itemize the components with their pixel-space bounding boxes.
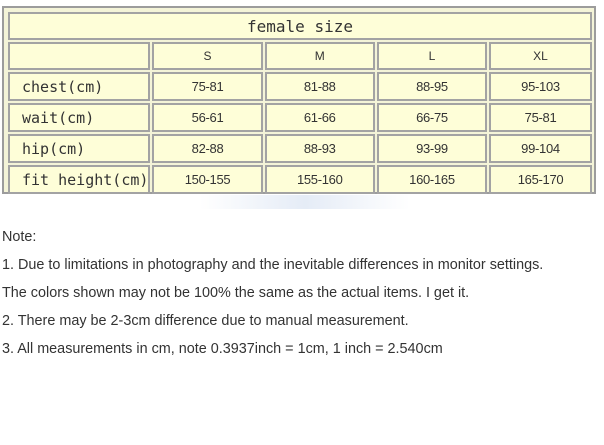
row-label: wait(cm)	[8, 103, 150, 132]
table-cell: 75-81	[489, 103, 592, 132]
table-cell: 88-95	[377, 72, 487, 101]
size-header-s: S	[152, 42, 262, 70]
table-cell: 56-61	[152, 103, 262, 132]
table-row	[8, 72, 592, 101]
row-label: hip(cm)	[8, 134, 150, 163]
row-label: chest(cm)	[8, 72, 150, 101]
table-cell: 150-155	[152, 165, 262, 194]
table-cell: 95-103	[489, 72, 592, 101]
table-cell: 81-88	[265, 72, 375, 101]
table-cell: 61-66	[265, 103, 375, 132]
watermark	[200, 195, 410, 209]
table-cell: 165-170	[489, 165, 592, 194]
table-cell: 82-88	[152, 134, 262, 163]
table-cell: 160-165	[377, 165, 487, 194]
table-header-row	[8, 42, 592, 70]
table-cell: 99-104	[489, 134, 592, 163]
notes-block	[2, 228, 604, 368]
size-header-m: M	[265, 42, 375, 70]
corner-cell	[8, 42, 150, 70]
table-cell: 155-160	[265, 165, 375, 194]
note-line: 3. All measurements in cm, note 0.3937inch = 1cm, 1 inch = 2.540cm	[2, 341, 443, 357]
size-table	[6, 10, 594, 196]
note-line: 2. There may be 2-3cm difference due to manual measurement.	[2, 313, 409, 329]
note-line: 1. Due to limitations in photography and the inevitable differences in monitor settings.	[2, 257, 544, 273]
row-label: fit height(cm)	[8, 165, 150, 194]
table-title: female size	[8, 12, 592, 40]
table-cell: 66-75	[377, 103, 487, 132]
size-chart	[2, 6, 596, 194]
size-header-xl: XL	[489, 42, 592, 70]
notes-heading: Note:	[2, 229, 37, 245]
table-row	[8, 134, 592, 163]
table-title-row	[8, 12, 592, 40]
table-cell: 88-93	[265, 134, 375, 163]
table-row	[8, 103, 592, 132]
table-row	[8, 165, 592, 194]
table-cell: 75-81	[152, 72, 262, 101]
note-line: The colors shown may not be 100% the same as the actual items. I get it.	[2, 285, 470, 301]
table-cell: 93-99	[377, 134, 487, 163]
size-header-l: L	[377, 42, 487, 70]
